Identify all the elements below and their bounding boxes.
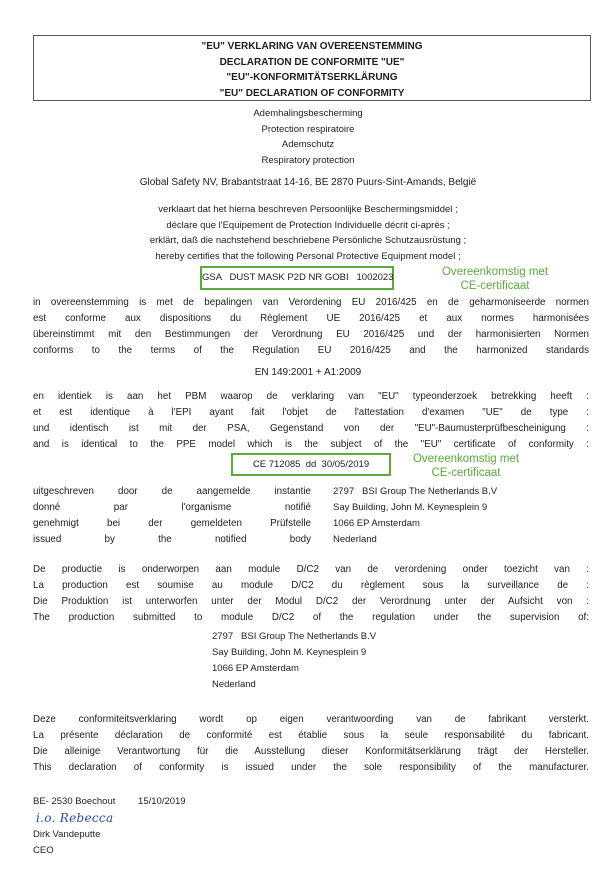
issued-by-nl: uitgeschreven door de aangemelde instantie	[33, 486, 311, 497]
module-nl: De productie is onderworpen aan module D/C2 van de verordening onder toezicht van :	[33, 564, 589, 575]
regulation-block	[33, 295, 589, 359]
protection-fr: Protection respiratoire	[261, 123, 355, 135]
title-line-en: "EU" DECLARATION OF CONFORMITY	[219, 87, 405, 99]
product-name: GSA DUST MASK P2D NR GOBI 1002023	[202, 272, 394, 283]
protection-de: Ademschutz	[281, 139, 335, 150]
regulation-nl: in overeenstemming is met de bepalingen van Verordening EU 2016/425 en de geharmoniseerde normen	[33, 297, 589, 308]
regulation-fr: est conforme aux dispositions du Règlement UE 2016/425 et aux normes harmonisées	[33, 313, 589, 324]
regulation-en: conforms to the terms of the Regulation EU 2016/425 and the harmonized standards	[33, 345, 589, 356]
declares-nl: verklaart dat het hierna beschreven Persoonlijke Beschermingsmiddel ;	[158, 204, 458, 215]
protection-type	[0, 106, 616, 168]
identical-en: and is identical to the PPE model which is the subject of the "EU" certificate of conformity :	[33, 439, 589, 450]
regulation-de: übereinstimmt mit den Bestimmungen der Verordnung EU 2016/425 und der harmonisierten Normen	[33, 329, 589, 340]
supervisor-name: 2797 BSI Group The Netherlands B.V	[212, 631, 377, 642]
module-en: The production submitted to module D/C2 of the regulation under the supervision of:	[33, 612, 589, 623]
title-line-nl: "EU" VERKLARING VAN OVEREENSTEMMING	[201, 41, 423, 52]
product-box	[200, 266, 394, 290]
place: BE- 2530 Boechout	[33, 796, 116, 807]
issued-by-fr: donné par l'organisme notifié	[33, 502, 311, 513]
module-fr: La production est soumise au module D/C2 du règlement sous la surveillance de :	[33, 580, 589, 591]
declares-fr: déclare que l'Equipement de Protection Individuelle décrit ci-après ;	[166, 219, 450, 231]
module-de: Die Produktion ist unterworfen unter der Modul D/C2 der Verordnung unter der Aufsicht von :	[33, 596, 589, 607]
title-line-de: "EU"-KONFORMITÄTSERKLÄRUNG	[226, 72, 398, 83]
handwritten-signature: i.o. Rebecca	[36, 811, 114, 825]
product-note-line-1: Overeenkomstig met	[441, 266, 549, 278]
protection-en: Respiratory protection	[261, 154, 355, 166]
issued-by-block	[33, 484, 311, 548]
notified-body-street: Say Building, John M. Keynesplein 9	[333, 502, 488, 513]
identical-nl: en identiek is aan het PBM waarop de verklaring van "EU" typeonderzoek betrekking heeft :	[33, 391, 589, 402]
certificate-box	[231, 453, 391, 476]
issued-by-de: genehmigt bei der gemeldeten Prüfstelle	[33, 518, 311, 529]
responsibility-en: This declaration of conformity is issued under the sole responsibility of the manufacturer.	[33, 762, 589, 773]
place-date-line	[33, 796, 186, 807]
manufacturer-address: Global Safety NV, Brabantstraat 14-16, BE 2870 Puurs-Sint-Amands, België	[139, 177, 477, 188]
product-note-line-2: CE-certificaat	[460, 280, 530, 292]
harmonized-standard: EN 149:2001 + A1:2009	[254, 367, 362, 378]
certificate-conformity-note	[396, 452, 536, 480]
protection-nl: Ademhalingsbescherming	[253, 108, 363, 119]
identical-de: und identisch ist mit der PSA, Gegenstand von der "EU"-Baumusterprüfbescheinigung :	[33, 423, 589, 434]
production-module-block	[33, 562, 589, 626]
notified-body-name: 2797 BSI Group The Netherlands B.V	[333, 486, 498, 497]
supervisor-street: Say Building, John M. Keynesplein 9	[212, 647, 367, 658]
identical-block	[33, 389, 589, 453]
supervisor-address	[212, 629, 376, 693]
supervisor-country: Nederland	[212, 679, 256, 690]
declares-block	[0, 202, 616, 264]
declares-de: erklärt, daß die nachstehend beschriebene Persönliche Schutzausrüstung ;	[149, 235, 467, 246]
title-line-fr: DECLARATION DE CONFORMITE "UE"	[219, 56, 405, 68]
issued-by-en: issued by the notified body	[33, 534, 311, 545]
declaration-title-box	[33, 35, 591, 101]
certificate-note-line-2: CE-certificaat	[431, 467, 501, 479]
declares-en: hereby certifies that the following Personal Protective Equipment model ;	[155, 250, 461, 262]
signatory-name: Dirk Vandeputte	[33, 829, 101, 840]
certificate-note-line-1: Overeenkomstig met	[412, 453, 520, 465]
responsibility-block	[33, 712, 589, 776]
notified-body-address	[333, 484, 497, 548]
notified-body-postal: 1066 EP Amsterdam	[333, 518, 420, 529]
date: 15/10/2019	[138, 796, 186, 807]
notified-body-country: Nederland	[333, 534, 377, 545]
certificate-number: CE 712085 dd 30/05/2019	[252, 459, 370, 470]
signatory-role: CEO	[33, 845, 54, 856]
product-conformity-note	[400, 265, 590, 293]
responsibility-de: Die alleinige Verantwortung für die Ausstellung dieser Konformitätserklärung trägt der Hersteller.	[33, 746, 589, 757]
identical-fr: et est identique à l'EPI ayant fait l'objet de l'attestation d'examen "UE" de type :	[33, 407, 589, 418]
responsibility-nl: Deze conformiteitsverklaring wordt op eigen verantwoording van de fabrikant versterkt.	[33, 714, 589, 725]
supervisor-postal: 1066 EP Amsterdam	[212, 663, 299, 674]
responsibility-fr: La présente déclaration de conformité est établie sous la seule responsabilité du fabricant.	[33, 730, 589, 741]
